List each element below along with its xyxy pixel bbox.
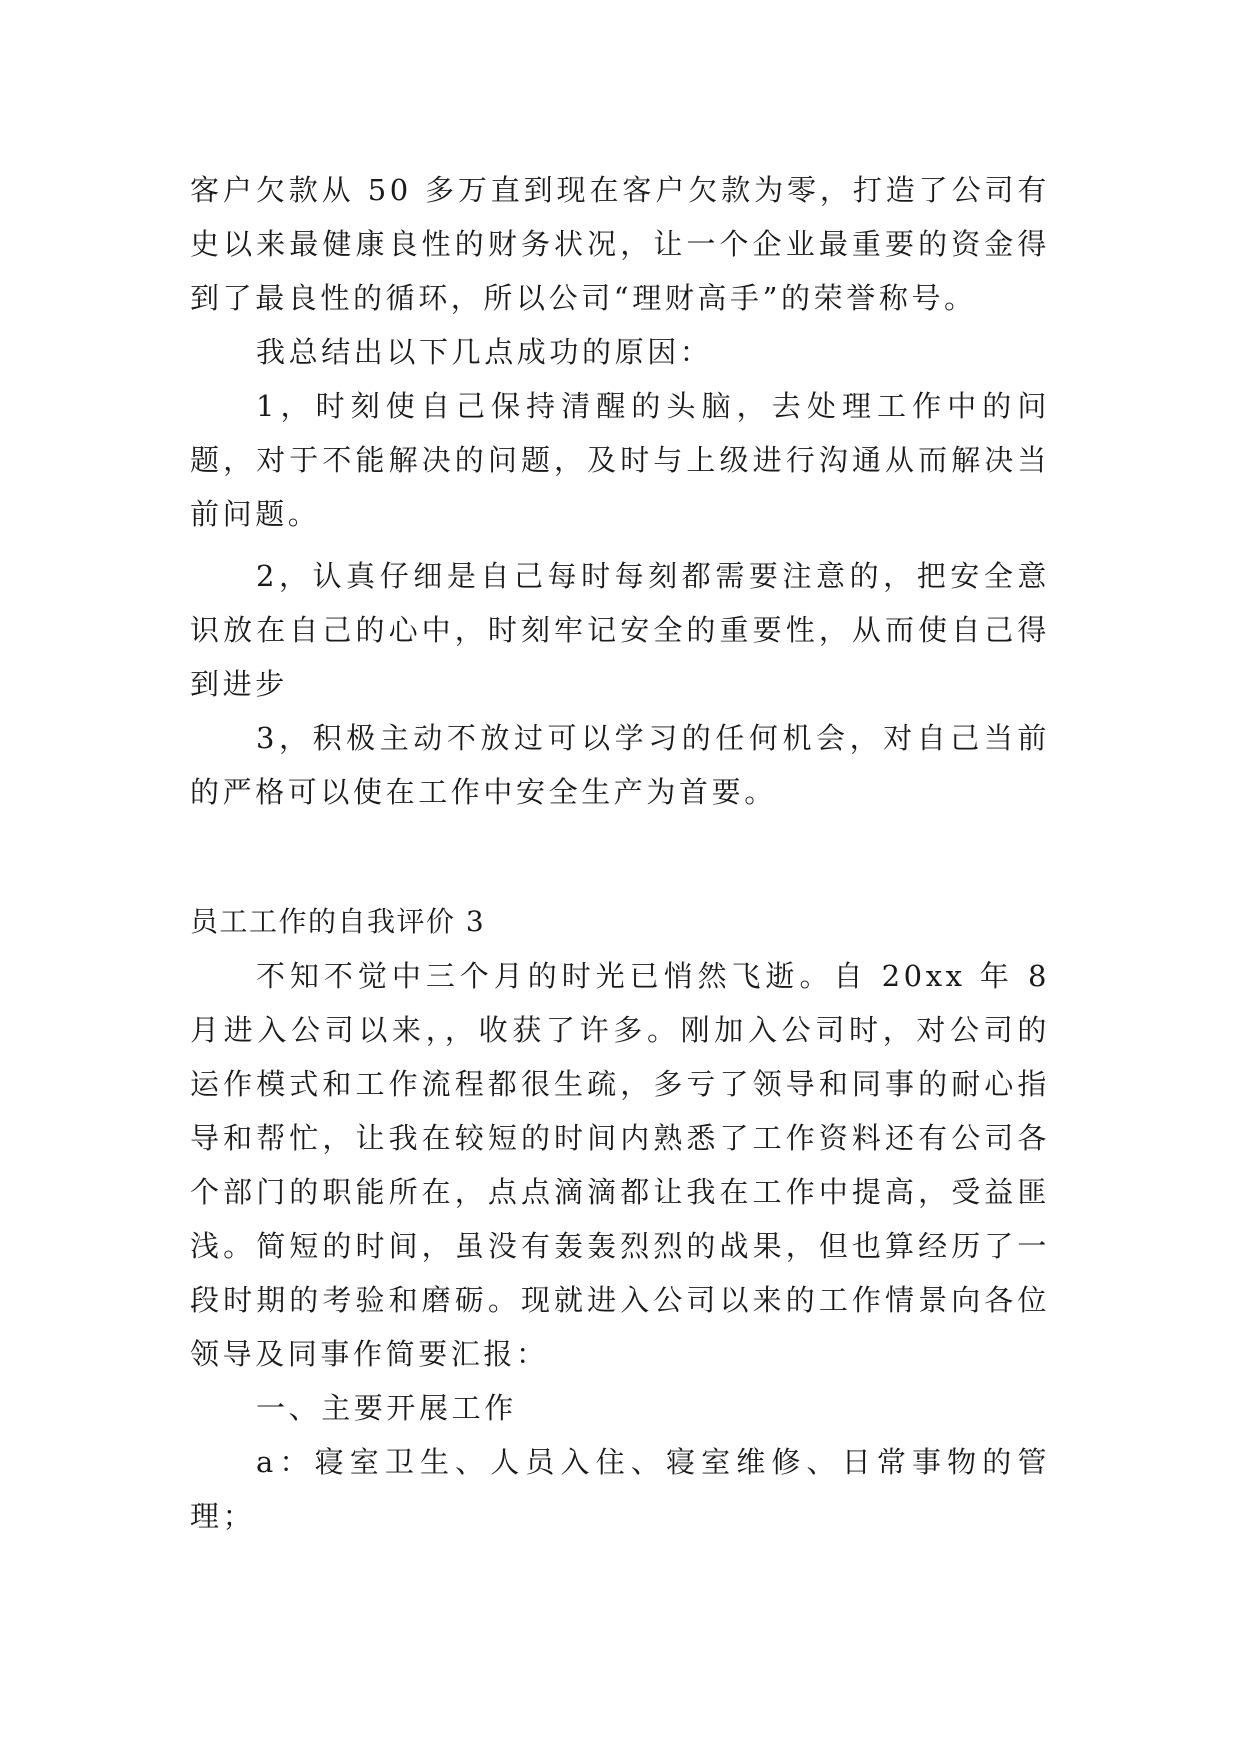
paragraph-reason-2: 2，认真仔细是自己每时每刻都需要注意的，把安全意识放在自己的心中，时刻牢记安全的重要性，从而使自己得到进步 [190, 559, 1050, 701]
paragraph-debt-summary: 客户欠款从 50 多万直到现在客户欠款为零，打造了公司有史以来最健康良性的财务状况，让一个企业最重要的资金得到了最良性的循环，所以公司“理财高手”的荣誉称号。 [190, 173, 1050, 315]
paragraph-three-months-review: 不知不觉中三个月的时光已悄然飞逝。自 20xx 年 8 月进入公司以来，，收获了许多。刚加入公司时，对公司的运作模式和工作流程都很生疏，多亏了领导和同事的耐心指导和帮忙，让我在较短的时间内熟悉了工作资料还有公司各个部门的职能所在，点点滴滴都让我在工作中提高，受益匪浅。简短的时间，虽没有轰轰烈烈的战果，但也算经历了一段时期的考验和磨砺。现就进入公司以来的工作情景向各位领导及同事作简要汇报： [190, 959, 1050, 1371]
section-title: 员工工作的自我评价 3 [190, 905, 486, 938]
paragraph-reason-1: 1，时刻使自己保持清醒的头脑，去处理工作中的问题，对于不能解决的问题，及时与上级进行沟通从而解决当前问题。 [190, 389, 1050, 531]
paragraph-reason-3: 3，积极主动不放过可以学习的任何机会，对自己当前的严格可以使在工作中安全生产为首要。 [190, 721, 1050, 809]
paragraph-success-reasons-intro: 我总结出以下几点成功的原因： [256, 335, 713, 369]
paragraph-main-work-heading: 一、主要开展工作 [256, 1391, 517, 1425]
document-body [190, 163, 1050, 1543]
paragraph-work-item-a: a：寝室卫生、人员入住、寝室维修、日常事物的管理； [190, 1445, 1050, 1533]
